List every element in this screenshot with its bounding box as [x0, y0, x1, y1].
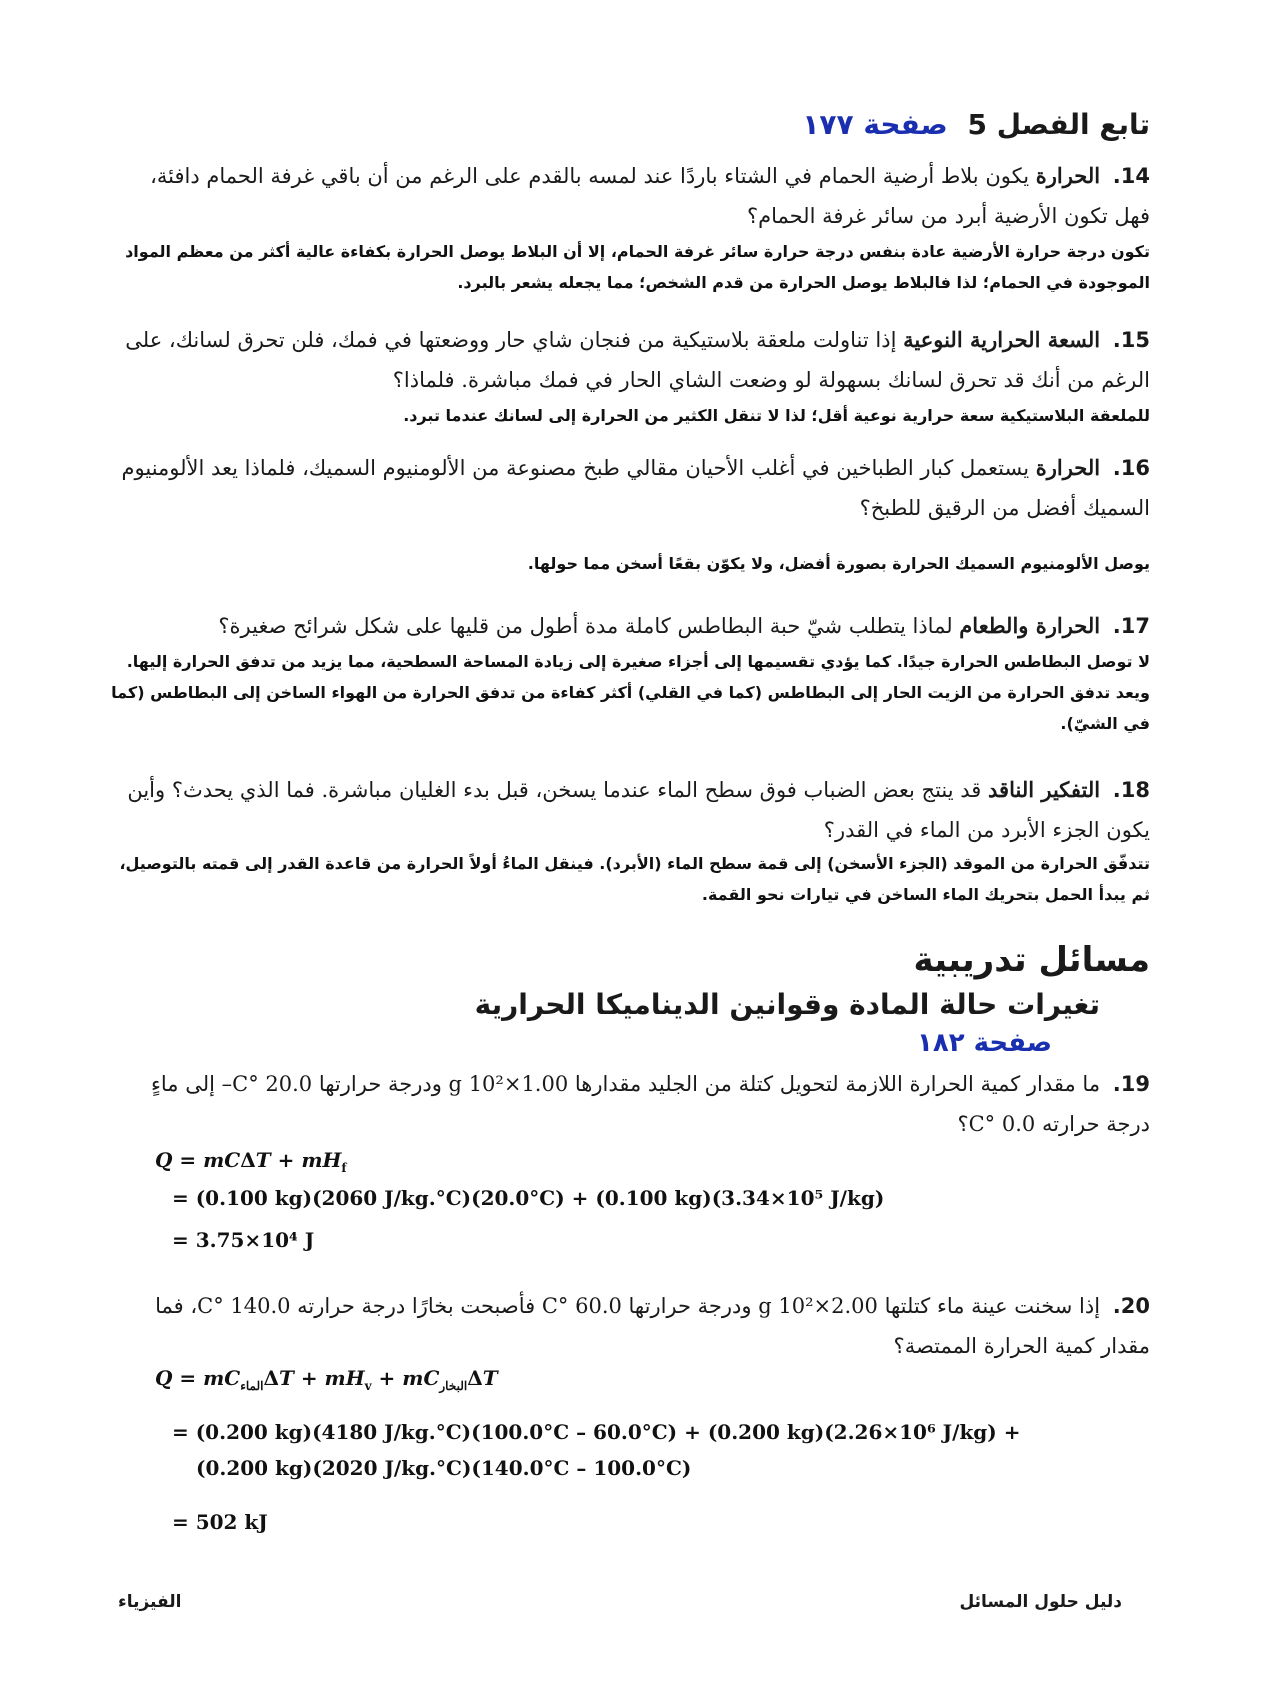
question-14	[110, 156, 1150, 236]
equation-20-substitution-2: (0.200 kg)(2020 J/kg.°C)(140.0°C – 100.0°C)	[196, 1456, 692, 1480]
question-17	[110, 606, 1150, 646]
problem-number: 20.	[1112, 1294, 1150, 1318]
question-16	[110, 448, 1150, 528]
problem-20	[110, 1286, 1150, 1366]
equation-20-result: = 502 kJ	[172, 1510, 268, 1534]
question-term: التفكير الناقد	[988, 777, 1101, 802]
equation-20-formula: $Q = mC_{الماء}\Delta T + mH_v + mC_{البخار}\Delta T$	[155, 1366, 498, 1393]
question-text: إذا تناولت ملعقة بلاستيكية من فنجان شاي حار ووضعتها في فمك، فلن تحرق لسانك، على الرغم من أنك قد تحرق لسانك بسهولة لو وضعت الشاي الحار في فمك مباشرة. فلماذا؟	[125, 328, 1150, 392]
question-15	[110, 320, 1150, 400]
question-text: قد ينتج بعض الضباب فوق سطح الماء عندما يسخن، قبل بدء الغليان مباشرة. فما الذي يحدث؟ وأين يكون الجزء الأبرد من الماء في القدر؟	[127, 778, 1150, 842]
answer-16: يوصل الألومنيوم السميك الحرارة بصورة أفضل، ولا يكوّن بقعًا أسخن مما حولها.	[527, 554, 1150, 573]
question-18	[110, 770, 1150, 850]
problem-19	[110, 1064, 1150, 1144]
question-number: 17.	[1112, 614, 1150, 638]
problem-text: ما مقدار كمية الحرارة اللازمة لتحويل كتلة من الجليد مقدارها 1.00×10² g ودرجة حرارتها 20.0 °C– إلى ماءٍ درجة حرارته 0.0 °C؟	[151, 1072, 1150, 1136]
answer-18: تتدفّق الحرارة من الموقد (الجزء الأسخن) إلى قمة سطح الماء (الأبرد). فينقل الماءُ أولاً الحرارة من قاعدة القدر إلى قمته بالتوصيل، ثم يبدأ الحمل بتحريك الماء الساخن في تيارات نحو القمة.	[119, 854, 1150, 904]
question-text: لماذا يتطلب شيّ حبة البطاطس كاملة مدة أطول من قليها على شكل شرائح صغيرة؟	[218, 614, 953, 638]
chapter-page-ref: صفحة ١٧٧	[802, 108, 948, 141]
problem-text: إذا سخنت عينة ماء كتلتها 2.00×10² g ودرجة حرارتها 60.0 °C فأصبحت بخارًا درجة حرارته 140.0 °C، فما مقدار كمية الحرارة الممتصة؟	[155, 1294, 1150, 1358]
question-term: الحرارة	[1035, 163, 1101, 188]
footer-book-title: دليل حلول المسائل	[959, 1592, 1122, 1612]
subscript-steam: البخار	[439, 1379, 468, 1393]
problem-number: 19.	[1112, 1072, 1150, 1096]
question-term: الحرارة والطعام	[959, 613, 1101, 638]
subscript-water: الماء	[240, 1379, 264, 1393]
equation-19-result: = 3.75×10⁴ J	[172, 1228, 315, 1252]
footer-subject: الفيزياء	[118, 1592, 182, 1612]
answer-17: لا توصل البطاطس الحرارة جيدًا. كما يؤدي تقسيمها إلى أجزاء صغيرة إلى زيادة المساحة السطحية، مما يزيد من تدفق الحرارة إليها. ويعد تدفق الحرارة من الزيت الحار إلى البطاطس (كما في القلي) أكثر كفاءة من تدفق الحرارة من الهواء الساخن إلى البطاطس (كما في الشيّ).	[111, 652, 1150, 733]
question-text: يكون بلاط أرضية الحمام في الشتاء باردًا عند لمسه بالقدم على الرغم من أن باقي غرفة الحمام دافئة، فهل تكون الأرضية أبرد من سائر غرفة الحمام؟	[150, 164, 1150, 228]
question-term: الحرارة	[1035, 455, 1101, 480]
equation-19-formula: $Q = mC\Delta T + mH_f$	[155, 1148, 347, 1175]
section-title: مسائل تدريبية	[913, 940, 1150, 980]
answer-14: تكون درجة حرارة الأرضية عادة بنفس درجة حرارة سائر غرفة الحمام، إلا أن البلاط يوصل الحرارة بكفاءة عالية أكثر من معظم المواد الموجودة في الحمام؛ لذا فالبلاط يوصل الحرارة من قدم الشخص؛ مما يجعله يشعر بالبرد.	[125, 242, 1150, 292]
question-term: السعة الحرارية النوعية	[903, 327, 1101, 352]
question-number: 18.	[1112, 778, 1150, 802]
equation-20-substitution-1: = (0.200 kg)(4180 J/kg.°C)(100.0°C – 60.0°C) + (0.200 kg)(2.26×10⁶ J/kg) +	[172, 1420, 1021, 1444]
question-number: 15.	[1112, 328, 1150, 352]
chapter-title: تابع الفصل 5	[967, 108, 1150, 141]
question-text: يستعمل كبار الطباخين في أغلب الأحيان مقالي طبخ مصنوعة من الألومنيوم السميك، فلماذا يعد الألومنيوم السميك أفضل من الرقيق للطبخ؟	[121, 456, 1150, 520]
section-subtitle: تغيرات حالة المادة وقوانين الديناميكا الحرارية	[474, 988, 1100, 1021]
question-number: 16.	[1112, 456, 1150, 480]
section-page-ref: صفحة ١٨٢	[916, 1028, 1052, 1058]
answer-15: للملعقة البلاستيكية سعة حرارية نوعية أقل؛ لذا لا تنقل الكثير من الحرارة إلى لسانك عندما تبرد.	[403, 406, 1150, 425]
equation-19-substitution: = (0.100 kg)(2060 J/kg.°C)(20.0°C) + (0.100 kg)(3.34×10⁵ J/kg)	[172, 1186, 885, 1210]
question-number: 14.	[1112, 164, 1150, 188]
chapter-header	[110, 108, 1150, 141]
